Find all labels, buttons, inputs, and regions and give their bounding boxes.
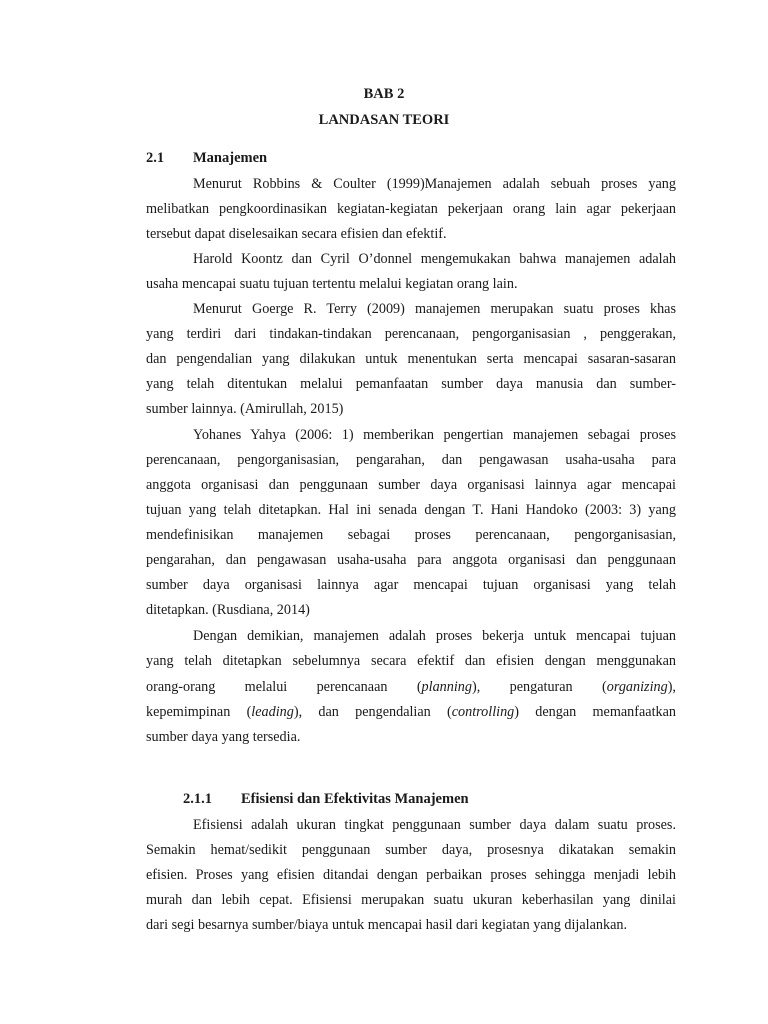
- text-line: mendefinisikan manajemen sebagai proses perencanaan, pengorganisasian,: [146, 527, 676, 543]
- chapter-number: BAB 2: [363, 86, 405, 102]
- text-line: anggota organisasi dan penggunaan sumber daya organisasi lainnya agar mencapai: [146, 477, 676, 493]
- text-line: melibatkan pengkoordinasikan kegiatan-kegiatan pekerjaan orang lain agar pekerjaan: [146, 201, 676, 217]
- text-line: yang telah ditetapkan sebelumnya secara efektif dan efisien dengan menggunakan: [146, 653, 676, 669]
- text-line: Semakin hemat/sedikit penggunaan sumber daya, prosesnya dikatakan semakin: [146, 842, 676, 858]
- text-line: pengarahan, dan pengawasan usaha-usaha para anggota organisasi dan penggunaan: [146, 552, 676, 568]
- section-number: 2.1: [146, 150, 165, 166]
- text-line: Dengan demikian, manajemen adalah proses bekerja untuk mencapai tujuan: [193, 628, 676, 644]
- text-line: sumber daya organisasi lainnya agar mencapai tujuan organisasi yang telah: [146, 577, 676, 593]
- text-line: murah dan lebih cepat. Efisiensi merupakan suatu ukuran keberhasilan yang dinilai: [146, 892, 676, 908]
- chapter-title: LANDASAN TEORI: [318, 112, 450, 128]
- text-line: efisien. Proses yang efisien ditandai dengan perbaikan proses sehingga menjadi lebih: [146, 867, 676, 883]
- text-line: Menurut Goerge R. Terry (2009) manajemen merupakan suatu proses khas: [193, 301, 676, 317]
- text-line: usaha mencapai suatu tujuan tertentu melalui kegiatan orang lain.: [146, 276, 518, 292]
- text-line: tersebut dapat diselesaikan secara efisien dan efektif.: [146, 226, 447, 242]
- text-line: dari segi besarnya sumber/biaya untuk mencapai hasil dari kegiatan yang dijalankan.: [146, 917, 628, 933]
- text-line: dan pengendalian yang dilakukan untuk menentukan serta mencapai sasaran-sasaran: [146, 351, 676, 367]
- subsection-title: Efisiensi dan Efektivitas Manajemen: [241, 791, 469, 807]
- subsection-number: 2.1.1: [183, 791, 212, 807]
- text-line: Harold Koontz dan Cyril O’donnel mengemukakan bahwa manajemen adalah: [193, 251, 676, 267]
- text-line: tujuan yang telah ditetapkan. Hal ini senada dengan T. Hani Handoko (2003: 3) yang: [146, 502, 676, 518]
- text-line: orang-orang melalui perencanaan (planning), pengaturan (organizing),: [146, 679, 676, 695]
- text-line: ditetapkan. (Rusdiana, 2014): [146, 602, 310, 618]
- section-title: Manajemen: [193, 150, 268, 166]
- text-line: kepemimpinan (leading), dan pengendalian (controlling) dengan memanfaatkan: [146, 704, 676, 720]
- text-line: perencanaan, pengorganisasian, pengarahan, dan pengawasan usaha-usaha para: [146, 452, 676, 468]
- text-line: sumber daya yang tersedia.: [146, 729, 301, 745]
- text-line: yang terdiri dari tindakan-tindakan perencanaan, pengorganisasian , penggerakan,: [146, 326, 676, 342]
- text-line: Efisiensi adalah ukuran tingkat penggunaan sumber daya dalam suatu proses.: [193, 817, 676, 833]
- text-line: Yohanes Yahya (2006: 1) memberikan pengertian manajemen sebagai proses: [193, 427, 676, 443]
- text-line: yang telah ditentukan melalui pemanfaatan sumber daya manusia dan sumber-: [146, 376, 676, 392]
- text-line: sumber lainnya. (Amirullah, 2015): [146, 401, 344, 417]
- text-line: Menurut Robbins & Coulter (1999)Manajemen adalah sebuah proses yang: [193, 176, 676, 192]
